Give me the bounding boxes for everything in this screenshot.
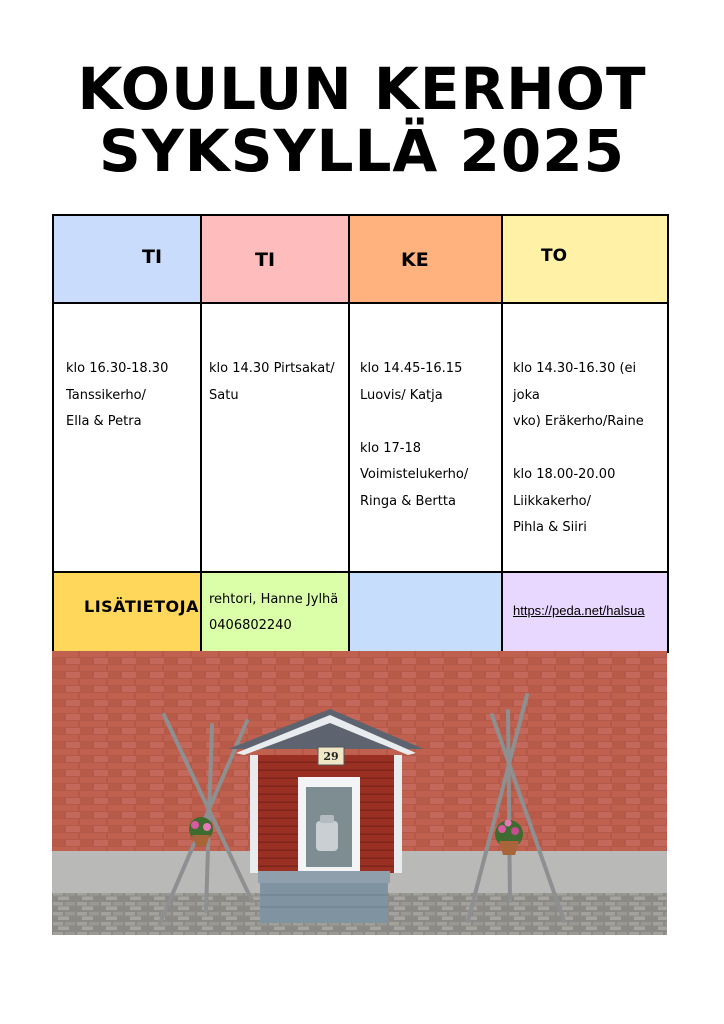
day-label: TO (541, 246, 568, 266)
contact-cell (201, 572, 349, 652)
day-label: TI (142, 246, 163, 268)
info-label-cell (53, 572, 201, 652)
house-number: 29 (323, 750, 339, 763)
clubs-cell-tuesday-2 (201, 303, 349, 572)
clubs-cell-thursday (502, 303, 668, 572)
schedule-table (52, 214, 669, 653)
empty-cell (349, 572, 502, 652)
footer-row (53, 572, 668, 652)
club-line: klo 14.30 Pirtsakat/ (209, 361, 335, 376)
club-line: klo 16.30-18.30 (66, 361, 169, 376)
club-line: vko) Eräkerho/Raine (513, 414, 644, 429)
club-line: Ringa & Bertta (360, 493, 456, 509)
club-list (202, 304, 348, 409)
spacer (513, 436, 659, 463)
club-line: Voimistelukerho/ (360, 467, 469, 482)
day-label: TI (255, 249, 276, 271)
club-line: Luovis/ Katja (360, 387, 443, 403)
contact-info (202, 573, 348, 639)
club-line: Ella & Petra (66, 414, 142, 429)
title-line-2: SYKSYLLÄ 2025 (99, 117, 625, 185)
club-list (54, 304, 200, 436)
contact-phone: 0406802240 (209, 618, 292, 633)
title-line-1: KOULUN KERHOT (77, 55, 647, 123)
contact-name: rehtori, Hanne Jylhä (209, 592, 339, 607)
day-header-tuesday-2 (201, 215, 349, 303)
club-list (503, 304, 667, 542)
club-list (350, 304, 501, 515)
day-label: KE (401, 249, 429, 271)
header-row (53, 215, 668, 303)
day-header-tuesday-1 (53, 215, 201, 303)
club-line: klo 17-18 (360, 440, 422, 456)
spacer (360, 409, 493, 436)
link-cell (502, 572, 668, 652)
info-label: LISÄTIETOJA (84, 597, 199, 616)
club-line: klo 18.00-20.00 (513, 467, 616, 482)
day-header-wednesday (349, 215, 502, 303)
club-line: klo 14.30-16.30 (ei joka (513, 361, 637, 403)
club-line: klo 14.45-16.15 (360, 361, 463, 376)
website-link[interactable]: https://peda.net/halsua (513, 603, 645, 618)
club-line: Tanssikerho/ (66, 387, 146, 403)
club-line: Liikkakerho/ (513, 493, 592, 509)
school-photo (52, 651, 667, 935)
club-line: Satu (209, 387, 239, 403)
page-title (0, 55, 724, 185)
clubs-cell-wednesday (349, 303, 502, 572)
clubs-cell-tuesday-1 (53, 303, 201, 572)
day-header-thursday (502, 215, 668, 303)
clubs-row (53, 303, 668, 572)
club-line: Pihla & Siiri (513, 520, 587, 535)
